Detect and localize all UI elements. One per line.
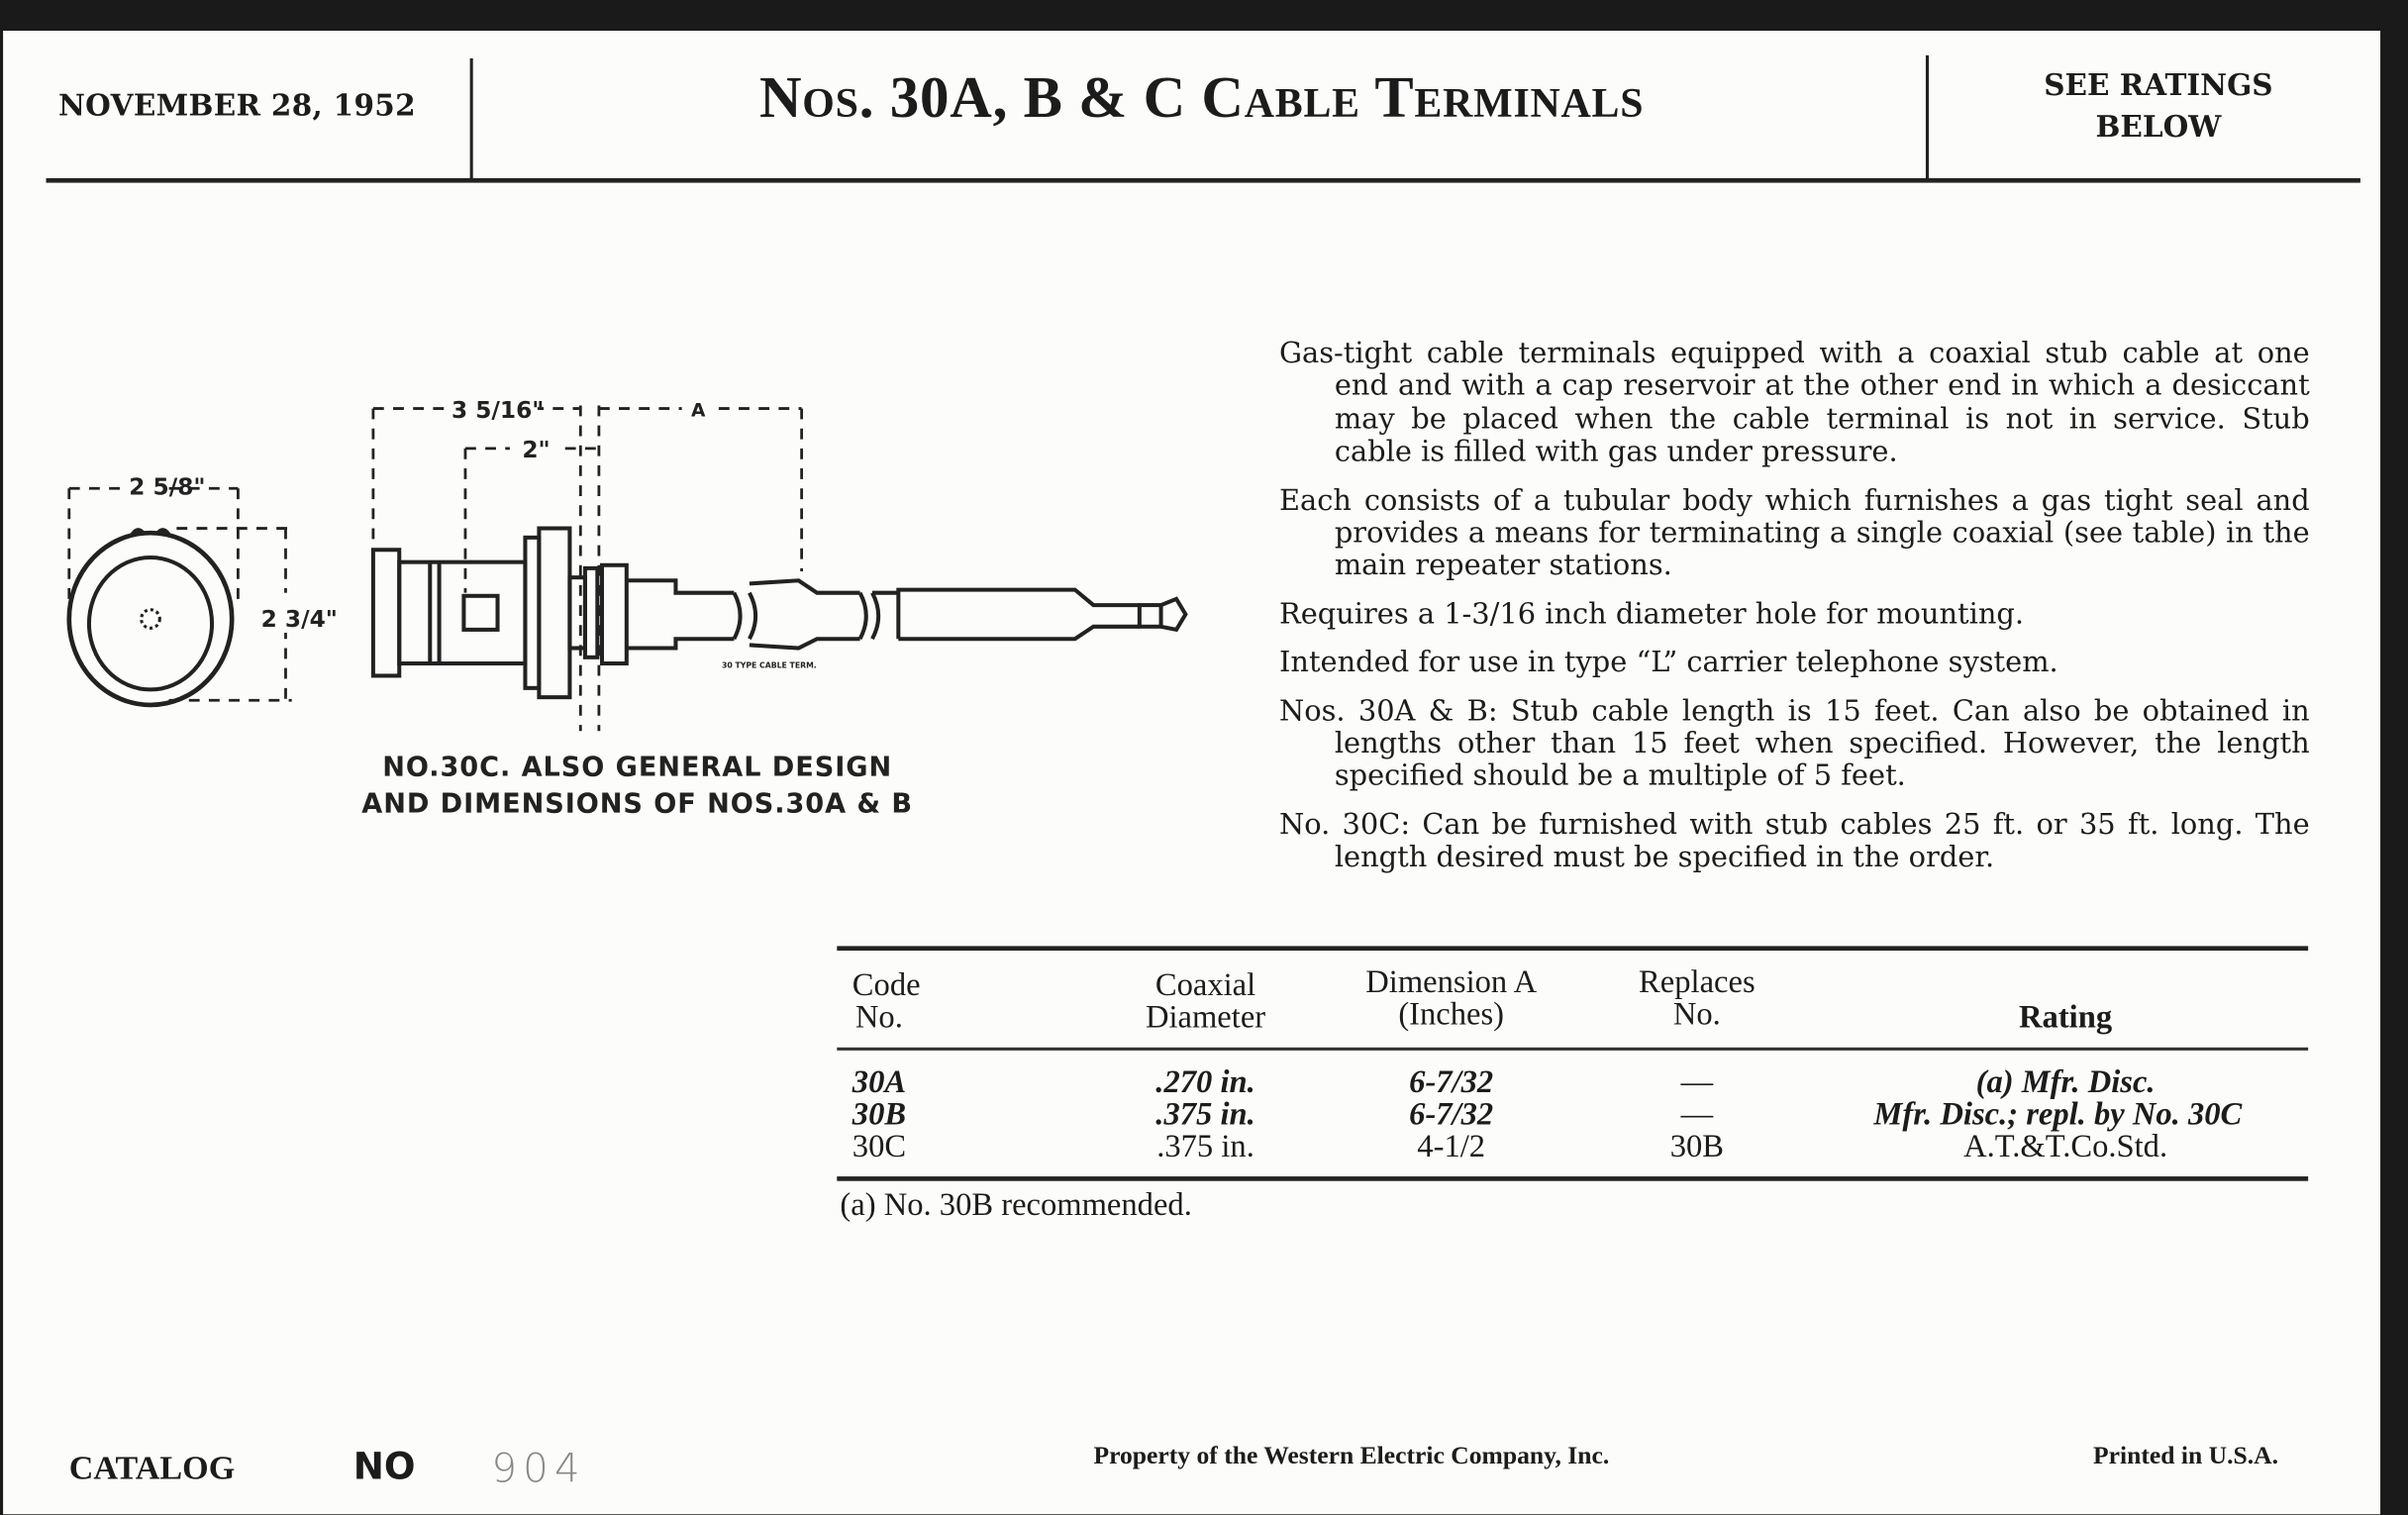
ratings-table xyxy=(837,946,2308,1222)
cell-rating: A.T.&T.Co.Std. xyxy=(1963,1127,2168,1164)
cell-diameter: .375 in. xyxy=(1155,1094,1255,1133)
cell-diameter: .375 in. xyxy=(1156,1127,1254,1164)
catalog-number-handwritten: 904 xyxy=(491,1447,586,1493)
side-view xyxy=(373,405,1185,731)
header-rule xyxy=(47,178,2360,183)
dim-inner: 2" xyxy=(522,437,551,464)
description-paragraph: No. 30C: Can be furnished with stub cables 25 ft. or 35 ft. long. The length desired must be specified in the order. xyxy=(1278,809,2310,874)
cell-dim-a: 6-7/32 xyxy=(1409,1062,1494,1100)
caption-line: NO.30C. ALSO GENERAL DESIGN xyxy=(382,752,893,784)
cell-dim-a: 4-1/2 xyxy=(1417,1127,1486,1164)
ratings-note-line: SEE RATINGS xyxy=(2044,68,2273,103)
dim-width: 2 5/8" xyxy=(129,473,206,501)
dim-a: A xyxy=(690,400,706,422)
description-paragraph: Each consists of a tubular body which furnishes a gas tight seal and provides a means for terminating a single coaxial (see table) in the main repeater stations. xyxy=(1278,484,2310,583)
table-bottom-rule xyxy=(837,1176,2308,1181)
table-header-rule xyxy=(837,1048,2308,1050)
dim-height: 2 3/4" xyxy=(260,605,338,633)
cell-dim-a: 6-7/32 xyxy=(1409,1094,1494,1133)
header-rating: Rating xyxy=(2019,998,2113,1036)
cell-code: 30A xyxy=(852,1062,907,1100)
description-paragraph: Nos. 30A & B: Stub cable length is 15 feet. Can also be obtained in lengths other than 15 feet when specified. However, the length specified should be a multiple of 5 feet. xyxy=(1278,695,2310,794)
part-label: 30 TYPE CABLE TERM. xyxy=(721,660,817,670)
cell-replaces: — xyxy=(1680,1094,1714,1133)
drawing-caption xyxy=(307,750,967,823)
header-code: Code No. xyxy=(852,965,921,1036)
cell-rating: (a) Mfr. Disc. xyxy=(1975,1062,2156,1100)
page-title: Nos. 30A, B & C Cable Terminals xyxy=(758,65,1645,131)
cell-replaces: — xyxy=(1680,1062,1714,1100)
ratings-note xyxy=(1932,66,2385,150)
header-divider xyxy=(1926,55,1929,181)
header-diameter: Coaxial Diameter xyxy=(1145,965,1266,1036)
no-label: NO xyxy=(352,1445,416,1488)
cell-code: 30C xyxy=(852,1127,907,1164)
printed-notice: Printed in U.S.A. xyxy=(2093,1440,2279,1470)
caption-line: AND DIMENSIONS OF NOS.30A & B xyxy=(361,789,914,821)
description-paragraph: Gas-tight cable terminals equipped with a coaxial stub cable at one end and with a cap reservoir at the other end in which a desiccant may be placed when the cable terminal is not in service. Stub cable is filled with gas under pressure. xyxy=(1278,338,2310,469)
cell-diameter: .270 in. xyxy=(1155,1062,1255,1100)
description-paragraph: Requires a 1-3/16 inch diameter hole for mounting. xyxy=(1278,598,2025,632)
cell-rating: Mfr. Disc.; repl. by No. 30C xyxy=(1873,1094,2243,1133)
table-top-rule xyxy=(837,946,2308,951)
header-replaces: Replaces No. xyxy=(1639,962,1756,1033)
header-divider xyxy=(470,58,473,181)
ratings-note-line: BELOW xyxy=(2095,110,2222,145)
cable-terminal-drawing xyxy=(0,354,1229,753)
catalog-label: CATALOG xyxy=(68,1448,236,1487)
header-dimension-a: Dimension A (Inches) xyxy=(1365,962,1538,1033)
table-footnote: (a) No. 30B recommended. xyxy=(840,1185,1192,1223)
cell-code: 30B xyxy=(852,1094,907,1133)
issue-date: NOVEMBER 28, 1952 xyxy=(57,88,416,124)
property-notice: Property of the Western Electric Company, Inc. xyxy=(1093,1440,1610,1470)
cell-replaces: 30B xyxy=(1669,1127,1724,1164)
description xyxy=(1279,338,2310,890)
dim-length: 3 5/16" xyxy=(451,396,545,424)
description-paragraph: Intended for use in type “L” carrier telephone system. xyxy=(1278,647,2058,679)
